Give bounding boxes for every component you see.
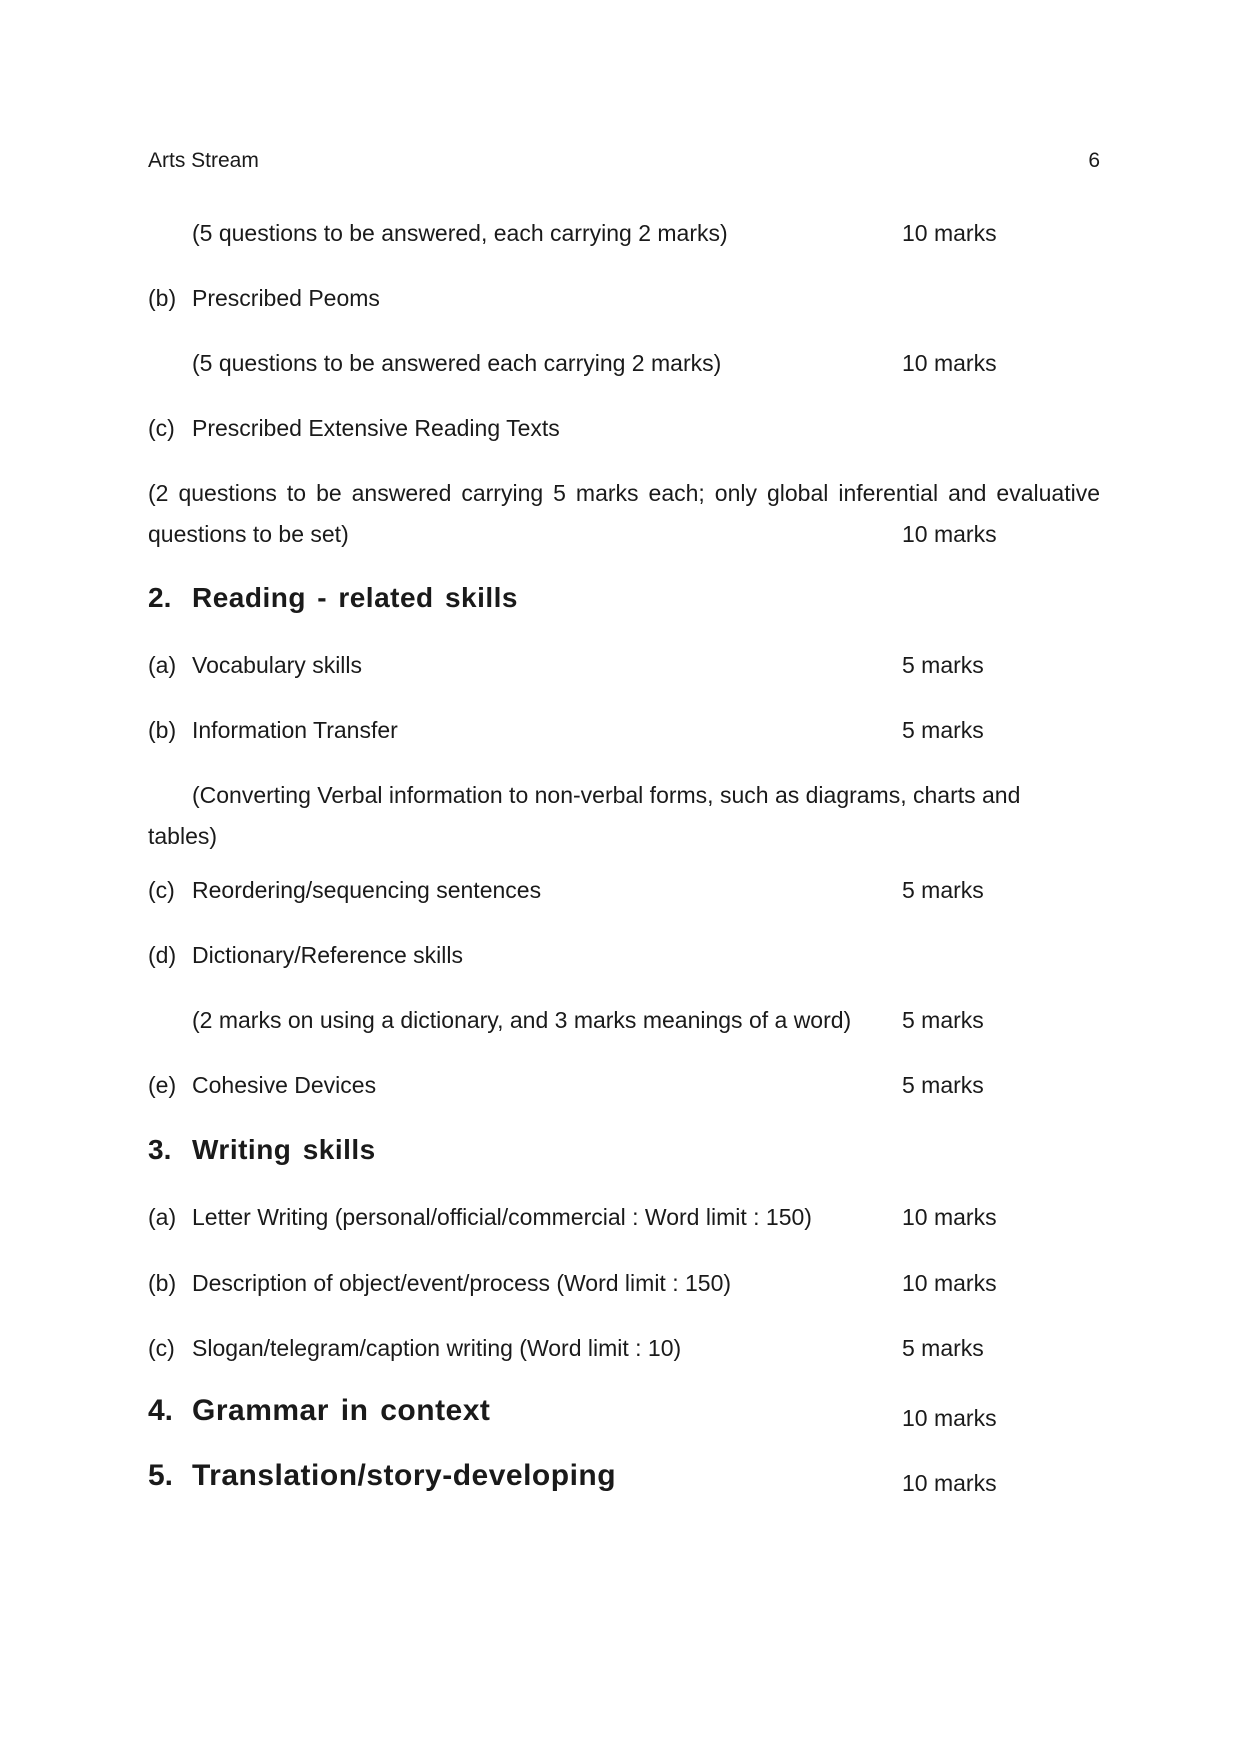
item-marks: 5 marks (902, 717, 984, 743)
section-number: 3. (148, 1134, 172, 1165)
item-text: Letter Writing (personal/official/commercial : Word limit : 150) (192, 1204, 812, 1230)
item-text: Vocabulary skills (192, 652, 363, 678)
information-transfer-note-line2: tables) (148, 823, 218, 849)
item-label: (b) (148, 1270, 177, 1296)
page-content (148, 0, 1100, 1755)
item-label: (a) (148, 652, 177, 678)
item-marks: 5 marks (902, 1072, 984, 1098)
prose-marks: 10 marks (902, 220, 997, 246)
extensive-reading-note (148, 473, 1100, 555)
dictionary-note: (2 marks on using a dictionary, and 3 marks meanings of a word) (192, 1007, 852, 1033)
information-transfer-note-line1: (Converting Verbal information to non-verbal forms, such as diagrams, charts and (192, 782, 1021, 808)
section-title: Translation/story-developing (192, 1459, 617, 1492)
item-marks: 10 marks (902, 1270, 997, 1296)
dictionary-marks: 5 marks (902, 1007, 984, 1033)
item-label: (b) (148, 717, 177, 743)
item-marks: 10 marks (902, 1204, 997, 1230)
extensive-reading-text: Prescribed Extensive Reading Texts (192, 415, 560, 441)
item-text: Dictionary/Reference skills (192, 942, 463, 968)
section-number: 5. (148, 1459, 174, 1492)
section-title: Reading - related skills (192, 582, 518, 613)
section-number: 4. (148, 1394, 174, 1427)
poems-note: (5 questions to be answered each carrying 2 marks) (192, 350, 722, 376)
poems-text: Prescribed Peoms (192, 285, 380, 311)
running-title: Arts Stream (148, 149, 259, 172)
item-label: (d) (148, 942, 177, 968)
extensive-reading-note-line1: (2 questions to be answered carrying 5 marks each; only global inferential and evaluative (148, 480, 1100, 506)
item-text: Cohesive Devices (192, 1072, 377, 1098)
extensive-reading-marks: 10 marks (902, 521, 997, 547)
item-label: (c) (148, 877, 175, 903)
item-label: (e) (148, 1072, 177, 1098)
item-marks: 5 marks (902, 652, 984, 678)
section-title: Grammar in context (192, 1394, 491, 1427)
item-text: Slogan/telegram/caption writing (Word limit : 10) (192, 1335, 682, 1361)
item-marks: 5 marks (902, 877, 984, 903)
information-transfer-note (148, 775, 1100, 857)
item-marks: 5 marks (902, 1335, 984, 1361)
extensive-reading-note-line2: questions to be set) (148, 521, 349, 547)
extensive-reading-label: (c) (148, 415, 175, 441)
item-text: Information Transfer (192, 717, 398, 743)
page-number: 6 (1088, 149, 1100, 172)
extensive-reading-note-line2-row (148, 514, 1100, 555)
section-marks: 10 marks (902, 1470, 997, 1496)
prose-note: (5 questions to be answered, each carrying 2 marks) (192, 220, 728, 246)
poems-marks: 10 marks (902, 350, 997, 376)
item-label: (a) (148, 1204, 177, 1230)
item-text: Description of object/event/process (Word limit : 150) (192, 1270, 732, 1296)
section-number: 2. (148, 582, 172, 613)
poems-label: (b) (148, 285, 177, 311)
item-text: Reordering/sequencing sentences (192, 877, 542, 903)
section-title: Writing skills (192, 1134, 376, 1165)
section-marks: 10 marks (902, 1405, 997, 1431)
item-label: (c) (148, 1335, 175, 1361)
